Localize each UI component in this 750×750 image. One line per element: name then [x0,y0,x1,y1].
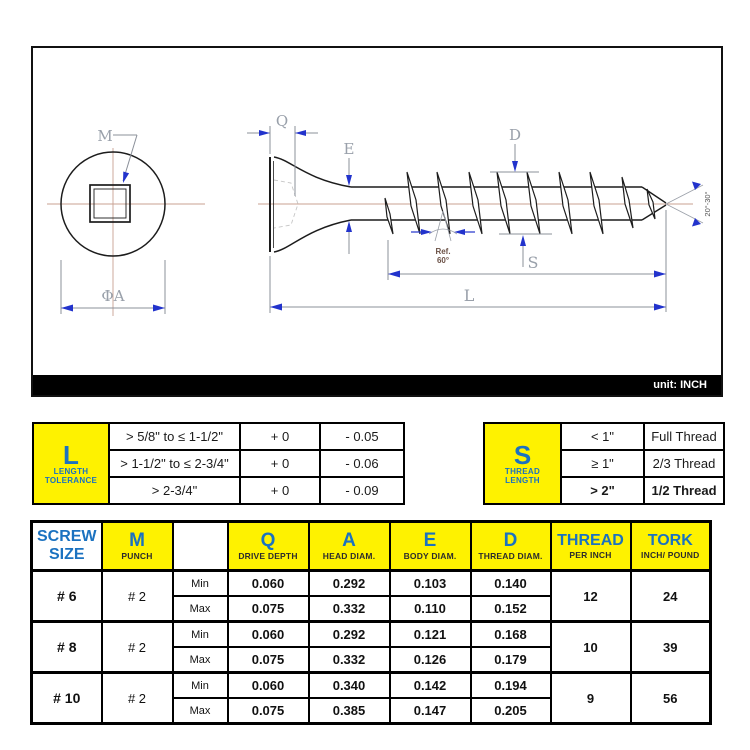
screw-size-value: # 6 [32,571,102,622]
bugle-curve-top [274,157,351,187]
d-arrow-down [512,161,518,172]
max-label: Max [173,596,228,622]
d-min: 0.194 [471,673,551,699]
tip-taper-top [642,187,666,203]
punch-value: # 2 [102,622,173,673]
label-d: D [508,126,522,144]
screw-size-value: # 10 [32,673,102,724]
min-label: Min [173,673,228,699]
thread-value: 2/3 Thread [644,450,724,477]
e-min: 0.121 [390,622,471,648]
header-text: Q [260,530,276,551]
header-m-punch [102,522,173,571]
q-min: 0.060 [228,673,309,699]
d-max: 0.179 [471,647,551,673]
q-arrow-left [259,130,270,136]
symbol-s: S [513,439,532,470]
d-dimension-lines [490,144,552,267]
square-recess-outer [90,185,130,222]
header-d-thread-diam [471,522,551,571]
q-max: 0.075 [228,698,309,724]
header-q-drive-depth [228,522,309,571]
label-m: M [97,127,113,145]
header-subtext: THREAD DIAM. [478,551,543,561]
header-a-head-diam [309,522,390,571]
max-label: Max [173,698,228,724]
ref-angle-lines [429,211,457,241]
e-max: 0.147 [390,698,471,724]
thread-condition: > 2" [561,477,644,504]
s-arrow-left [388,271,400,278]
thread-condition: < 1" [561,423,644,450]
phi-a-arrow-right [153,305,165,312]
length-label: LENGTH [505,475,540,485]
unit-label: unit: INCH [653,379,707,391]
thread-condition: ≥ 1" [561,450,644,477]
q-max: 0.075 [228,647,309,673]
header-e-body-diam [390,522,471,571]
plus-tolerance: + 0 [240,450,320,477]
thread-per-inch-value: 9 [551,673,631,724]
thread-value: Full Thread [644,423,724,450]
side-view [270,157,666,252]
label-ref: Ref. [435,247,451,256]
a-min: 0.292 [309,622,390,648]
punch-value: # 2 [102,571,173,622]
e-min: 0.103 [390,571,471,597]
phi-a-arrow-left [61,305,73,312]
min-label: Min [173,622,228,648]
header-thread-per-inch [551,522,631,571]
a-max: 0.385 [309,698,390,724]
thread-per-inch-value: 10 [551,622,631,673]
minus-tolerance: - 0.05 [320,423,404,450]
thread-fins [385,172,655,234]
tolerance-label: TOLERANCE [44,475,98,485]
a-max: 0.332 [309,596,390,622]
a-max: 0.332 [309,647,390,673]
label-ref-angle: 60° [436,256,450,265]
drawing-panel [31,46,723,397]
label-l: L [463,286,475,305]
header-text: D [503,530,518,551]
punch-value: # 2 [102,673,173,724]
q-arrow-right [295,130,306,136]
label-tip-angle: 20°-30° [703,191,712,217]
l-arrow-left [270,304,282,311]
e-max: 0.126 [390,647,471,673]
ref-arrow-right [454,229,465,235]
thread-length-table [483,422,725,505]
ref-arrow-left [421,229,432,235]
header-subtext: PUNCH [121,551,153,561]
centerlines [47,148,693,316]
q-max: 0.075 [228,596,309,622]
header-subtext: BODY DIAM. [403,551,457,561]
header-tork [631,522,711,571]
thread-per-inch-value: 12 [551,571,631,622]
label-phi-a: ΦA [101,287,125,305]
header-empty [173,522,228,571]
header-text: SIZE [48,546,85,563]
unit-bar [33,375,721,395]
thread-value: 1/2 Thread [644,477,724,504]
header-text: M [129,530,145,551]
length-tolerance-table [32,422,405,505]
header-text: THREAD [557,532,624,549]
d-max: 0.205 [471,698,551,724]
length-range: > 5/8" to ≤ 1-1/2" [109,423,240,450]
min-label: Min [173,571,228,597]
tork-value: 39 [631,622,711,673]
e-max: 0.110 [390,596,471,622]
label-e: E [343,140,355,158]
d-max: 0.152 [471,596,551,622]
s-arrow-right [654,271,666,278]
d-min: 0.168 [471,622,551,648]
e-arrow-down [346,175,352,186]
q-min: 0.060 [228,622,309,648]
a-min: 0.292 [309,571,390,597]
d-min: 0.140 [471,571,551,597]
header-text: E [423,530,437,551]
q-min: 0.060 [228,571,309,597]
header-text: A [342,530,356,551]
length-tolerance-symbol-cell [33,423,109,504]
plus-tolerance: + 0 [240,423,320,450]
q-dimension-lines [247,126,318,196]
header-subtext: DRIVE DEPTH [238,551,298,561]
header-subtext: HEAD DIAM. [322,551,376,561]
d-arrow-up [520,235,526,246]
e-min: 0.142 [390,673,471,699]
thread-label: THREAD [504,466,541,476]
max-label: Max [173,647,228,673]
header-text: TORK [647,532,693,549]
square-recess-inner [94,189,126,218]
thread-length-symbol-cell [484,423,561,504]
header-subtext: PER INCH [569,550,612,560]
header-screw-size [32,522,102,571]
tork-value: 56 [631,673,711,724]
minus-tolerance: - 0.09 [320,477,404,504]
minus-tolerance: - 0.06 [320,450,404,477]
bugle-curve-bottom [274,220,351,252]
length-range: > 1-1/2" to ≤ 2-3/4" [109,450,240,477]
header-subtext: INCH/ POUND [641,550,700,560]
header-text: SCREW [36,528,97,545]
length-range: > 2-3/4" [109,477,240,504]
l-arrow-right [654,304,666,311]
screw-size-value: # 8 [32,622,102,673]
a-min: 0.340 [309,673,390,699]
tork-value: 24 [631,571,711,622]
label-q: Q [275,112,289,130]
plus-tolerance: + 0 [240,477,320,504]
symbol-l: L [63,439,79,470]
length-label: LENGTH [53,466,89,476]
m-leader-arrow [123,172,129,184]
spec-table [30,520,712,725]
label-s: S [527,253,539,272]
screw-technical-drawing [33,48,721,375]
e-arrow-up [346,221,352,232]
